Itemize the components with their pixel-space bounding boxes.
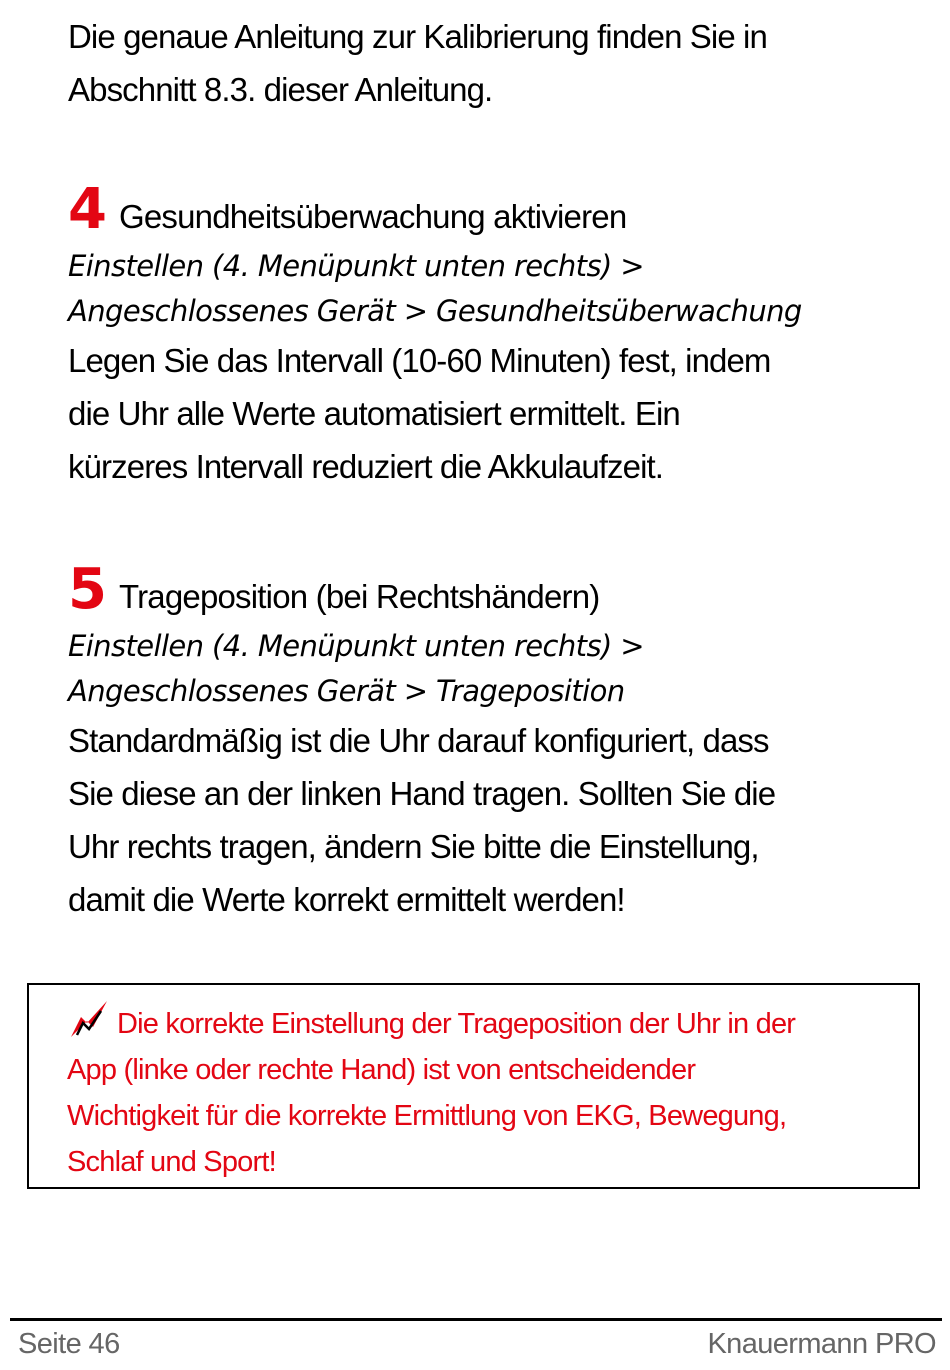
section-number: 4 bbox=[68, 177, 107, 242]
section-body-line: Uhr rechts tragen, ändern Sie bitte die Einstellung, bbox=[68, 828, 759, 865]
section-title: Trageposition (bei Rechtshändern) bbox=[118, 578, 600, 615]
section-body-line: die Uhr alle Werte automatisiert ermittelt. Ein bbox=[68, 395, 680, 432]
section-heading bbox=[68, 177, 928, 242]
section-number: 5 bbox=[68, 557, 107, 622]
section-body-line: kürzeres Intervall reduziert die Akkulaufzeit. bbox=[68, 448, 664, 485]
footer-divider bbox=[10, 1318, 942, 1321]
section-body-line: damit die Werte korrekt ermittelt werden! bbox=[68, 881, 625, 918]
section-body-line: Sie diese an der linken Hand tragen. Sollten Sie die bbox=[68, 775, 776, 812]
notice-line: Schlaf und Sport! bbox=[67, 1146, 276, 1178]
menu-path-line: Angeschlossenes Gerät > Trageposition bbox=[68, 674, 625, 708]
section-body-line: Standardmäßig ist die Uhr darauf konfiguriert, dass bbox=[68, 722, 769, 759]
lightning-warning-icon bbox=[67, 999, 111, 1039]
notice-line: App (linke oder rechte Hand) ist von entscheidender bbox=[67, 1054, 696, 1086]
notice-text-segment: Die korrekte Einstellung der Trageposition der Uhr in der bbox=[117, 1008, 796, 1040]
section-wearing-position bbox=[68, 557, 928, 926]
section-heading bbox=[68, 557, 928, 622]
warning-notice-box bbox=[27, 983, 920, 1189]
section-title: Gesundheitsüberwachung aktivieren bbox=[118, 198, 627, 235]
notice-line: Wichtigkeit für die korrekte Ermittlung von EKG, Bewegung, bbox=[67, 1100, 787, 1132]
brand-name: Knauermann PRO bbox=[707, 1328, 936, 1360]
notice-line bbox=[67, 999, 880, 1047]
menu-path-line: Einstellen (4. Menüpunkt unten rechts) > bbox=[68, 629, 644, 663]
page-number: Seite 46 bbox=[18, 1328, 120, 1360]
section-body-line: Legen Sie das Intervall (10-60 Minuten) fest, indem bbox=[68, 342, 771, 379]
menu-path-line: Angeschlossenes Gerät > Gesundheitsüberwachung bbox=[68, 294, 802, 328]
menu-path-line: Einstellen (4. Menüpunkt unten rechts) > bbox=[68, 249, 644, 283]
intro-paragraph bbox=[68, 10, 918, 116]
section-health-monitoring bbox=[68, 177, 928, 493]
page-footer bbox=[18, 1324, 936, 1364]
intro-line: Abschnitt 8.3. dieser Anleitung. bbox=[68, 71, 493, 108]
intro-line: Die genaue Anleitung zur Kalibrierung finden Sie in bbox=[68, 18, 767, 55]
